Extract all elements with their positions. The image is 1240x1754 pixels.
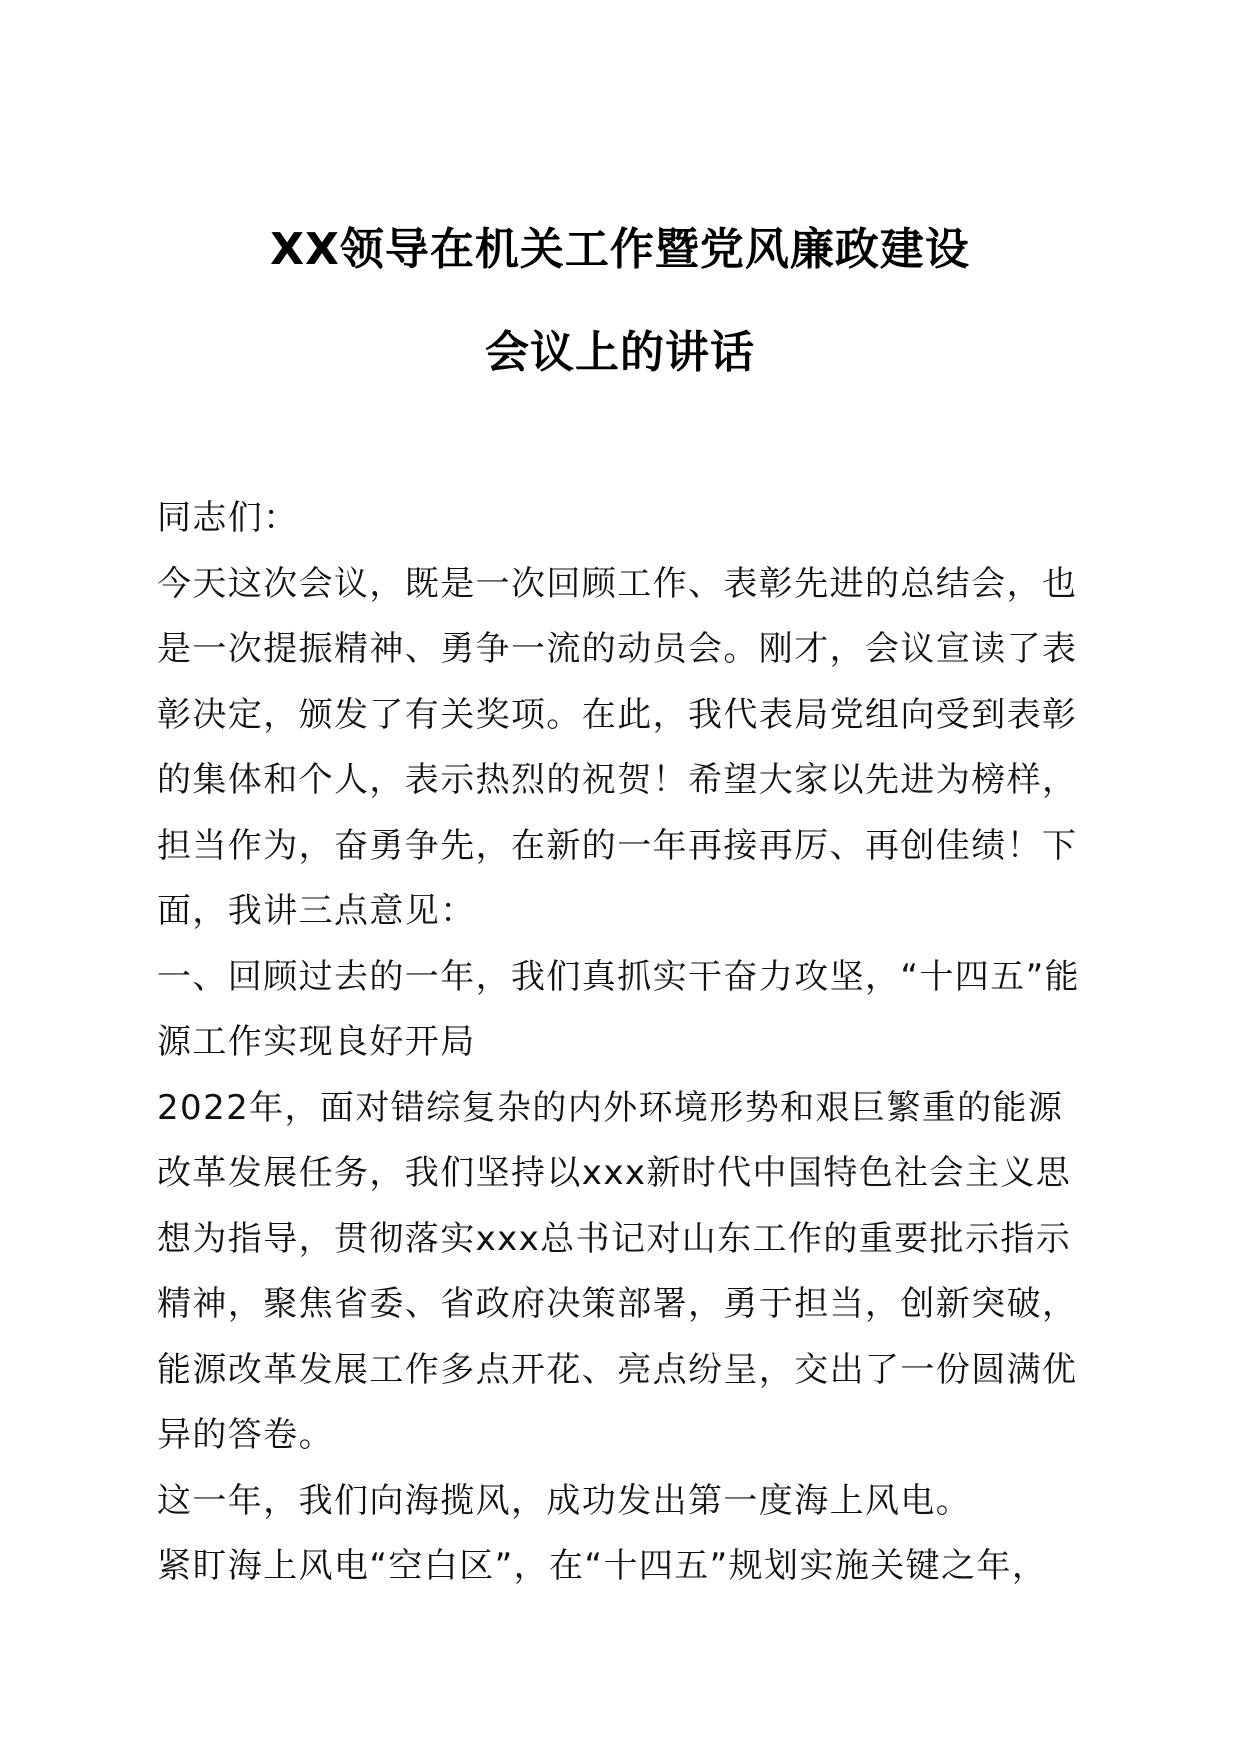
salutation: 同志们： [157,498,299,538]
paragraph-intro: 今天这次会议，既是一次回顾工作、表彰先进的总结会，也是一次提振精神、勇争一流的动员会。刚才，会议宣读了表彰决定，颁发了有关奖项。在此，我代表局党组向受到表彰的集体和个人，表示热烈的祝贺！希望大家以先进为榜样，担当作为，奋勇争先，在新的一年再接再厉、再创佳绩！下面，我讲三点意见： [157,563,1078,931]
paragraph-offshore-wind: 这一年，我们向海揽风，成功发出第一度海上风电。 [157,1480,972,1521]
paragraph-blank-area: 紧盯海上风电“空白区”，在“十四五”规划实施关键之年， [157,1546,1048,1586]
document-body [157,486,1087,1600]
document-title-line2: 会议上的讲话 [485,327,755,378]
section-heading-1: 一、回顾过去的一年，我们真抓实干奋力攻坚，“十四五”能源工作实现良好开局 [157,956,1081,1062]
paragraph-2022-summary: 2022年，面对错综复杂的内外环境形势和艰巨繁重的能源改革发展任务，我们坚持以xxx新时代中国特色社会主义思想为指导，贯彻落实xxx总书记对山东工作的重要批示指示精神，聚焦省委、省政府决策部署，勇于担当，创新突破，能源改革发展工作多点开花、亮点纷呈，交出了一份圆满优异的答卷。 [157,1087,1078,1455]
document-title-line1: XX领导在机关工作暨党风廉政建设 [270,224,970,275]
